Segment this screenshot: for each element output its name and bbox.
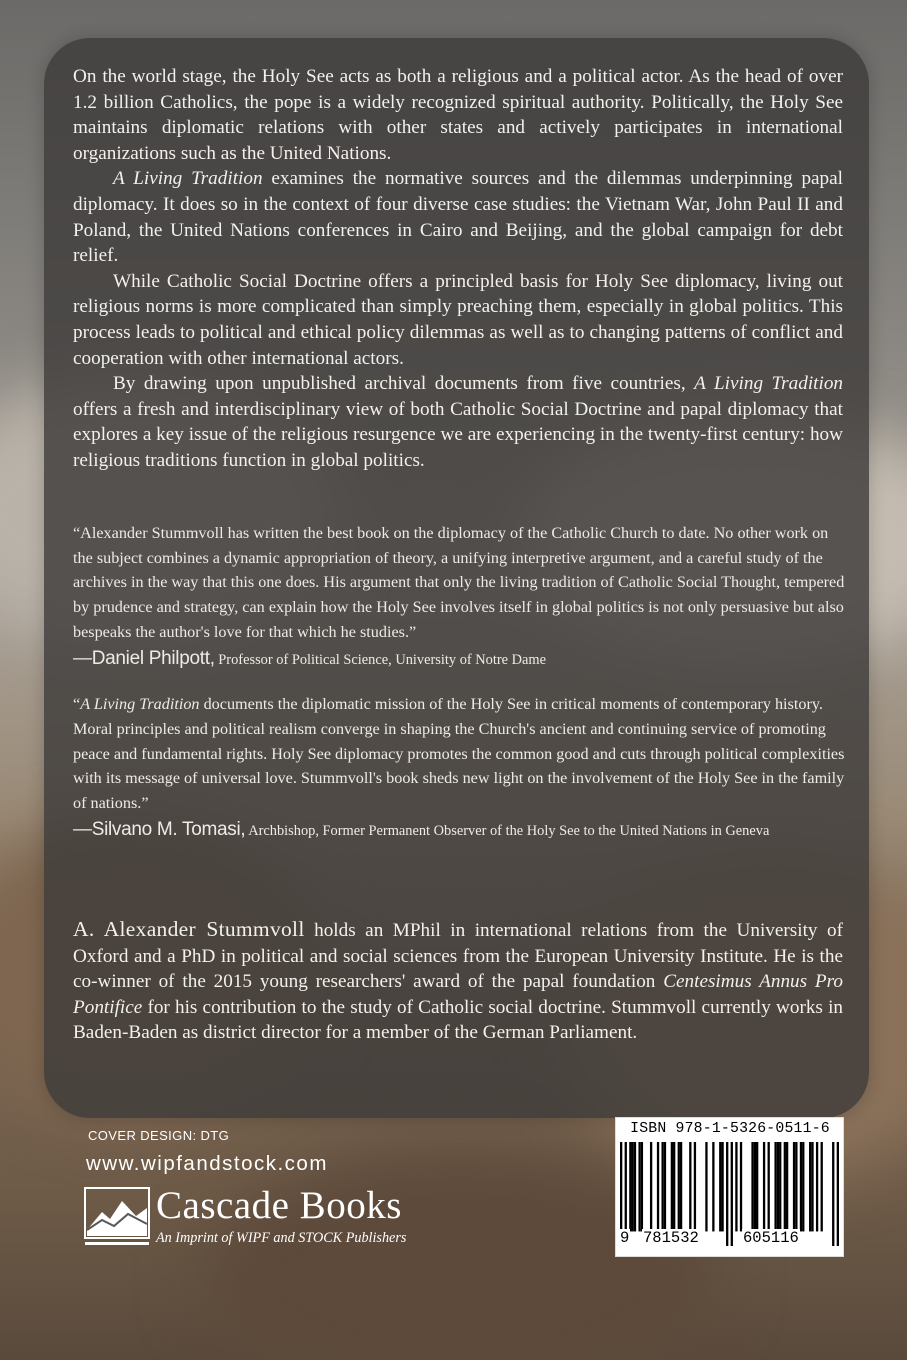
barcode-bar (811, 1142, 813, 1231)
barcode-bar (671, 1142, 673, 1231)
barcode-bar (793, 1142, 795, 1231)
barcode-bar (657, 1142, 659, 1231)
endorsement-quote: “A Living Tradition documents the diplomatic mission of the Holy See in critical moments of contemporary history. Moral principles and political realism converge in shaping the Church's ancient and continuing service of promoting peace and fundamental rights. Holy See diplomacy promotes the common good and cuts through political complexities with its message of universal love. Stummvoll's book sheds new light on the involvement of the Holy See in the family of nations.” (73, 695, 845, 813)
barcode-bar (638, 1142, 640, 1231)
barcode-bar (786, 1142, 788, 1231)
endorsement-attribution (73, 818, 845, 844)
barcode-bar (768, 1142, 770, 1231)
barcode-bar (678, 1142, 680, 1231)
barcode-bar (673, 1142, 675, 1231)
publisher-website[interactable]: www.wipfandstock.com (86, 1152, 328, 1175)
barcode-bar (779, 1142, 781, 1231)
author-name: A. Alexander Stummvoll (73, 917, 305, 941)
barcode-bar (641, 1142, 643, 1231)
barcode-bar (774, 1142, 776, 1231)
publisher-name: Cascade Books (156, 1184, 402, 1227)
barcode-bar (740, 1142, 742, 1231)
barcode-bar (629, 1142, 631, 1231)
description-paragraph-1: On the world stage, the Holy See acts as both a religious and a political actor. As the head of over 1.2 billion Catholics, the pope is a widely recognized spiritual authority. Politically, the Holy See maintains diplomatic relations with other states and actively participates in international organizations such as the United Nations. (73, 66, 843, 164)
barcode-bar (694, 1142, 696, 1231)
barcode-bar (809, 1142, 811, 1231)
barcode-bar (751, 1142, 753, 1231)
ean-first-digit: 9 (620, 1229, 630, 1247)
barcode-bar (756, 1142, 758, 1231)
description-paragraph-2: A Living Tradition examines the normative sources and the dilemmas underpinning papal diplomacy. It does so in the context of four diverse case studies: the Vietnam War, John Paul II and Poland, the United Nations conferences in Cairo and Beijing, and the global campaign for debt relief. (73, 168, 843, 267)
imprint-line: An Imprint of WIPF and STOCK Publishers (156, 1230, 407, 1246)
endorser-role: Archbishop, Former Permanent Observer of the Holy See to the United Nations in Geneva (245, 822, 770, 839)
barcode-bar (689, 1142, 691, 1231)
isbn-barcode (616, 1118, 843, 1256)
barcode-bar (795, 1142, 797, 1231)
barcode-bar (754, 1142, 756, 1231)
mountain-logo-icon (84, 1186, 150, 1250)
cover-design-credit: COVER DESIGN: DTG (88, 1128, 230, 1143)
barcode-bar (705, 1142, 707, 1231)
endorser-name: —Daniel Philpott, (73, 647, 215, 669)
barcode-bar (784, 1142, 786, 1231)
barcode-bar (712, 1142, 714, 1231)
barcode-bar (721, 1142, 723, 1231)
endorser-name: —Silvano M. Tomasi, (73, 818, 246, 840)
barcode-bar (632, 1142, 634, 1231)
barcode-bar (634, 1142, 636, 1231)
barcode-bar (821, 1142, 823, 1231)
barcode-bar (661, 1142, 663, 1231)
barcode-bar (735, 1142, 737, 1231)
barcode-bar (763, 1142, 765, 1231)
barcode-bar (777, 1142, 779, 1231)
barcode-bar (800, 1142, 802, 1231)
ean-right-digits: 605116 (743, 1229, 799, 1247)
endorsement-attribution (73, 647, 845, 673)
barcode-bar (664, 1142, 666, 1231)
book-title-italic: A Living Tradition (694, 373, 844, 395)
ean-digits (616, 1229, 843, 1251)
ean-left-digits: 781532 (643, 1229, 699, 1247)
book-title-italic: A Living Tradition (113, 168, 263, 190)
barcode-bar (680, 1142, 682, 1231)
endorsements (73, 521, 845, 843)
barcode-bar (816, 1142, 818, 1231)
publisher-logo (84, 1186, 474, 1256)
author-bio: A. Alexander Stummvoll holds an MPhil in international relations from the University of Oxford and a PhD in political and social sciences from the European University Institute. He is the co-winner of the 2015 young researchers' award of the papal foundation Centesimus Annus Pro Pontifice for his contribution to the study of Catholic social doctrine. Stummvoll currently works in Baden-Baden as district director for a member of the German Parliament. (73, 917, 843, 1044)
description-paragraph-3: While Catholic Social Doctrine offers a principled basis for Holy See diplomacy, living out religious norms is more complicated than simply preaching them, especially in global politics. This process leads to political and ethical policy dilemmas as well as to changing patterns of conflict and cooperation with other international actors. (73, 270, 843, 369)
barcode-bar (802, 1142, 804, 1231)
barcode-bar (650, 1142, 652, 1231)
foundation-name: Centesimus Annus Pro Pontifice (73, 971, 843, 1018)
endorsement-quote: “Alexander Stummvoll has written the best book on the diplomacy of the Catholic Church to date. No other work on the subject combines a dynamic appropriation of theory, a unifying interpretive argument, and a careful study of the archives in the way that this one does. His argument that only the living tradition of Catholic Social Thought, tempered by prudence and strategy, can explain how the Holy See involves itself in global politics is not only persuasive but also bespeaks the author's love for that which he studies.” (73, 524, 845, 641)
barcode-bar (719, 1142, 721, 1231)
isbn-label: ISBN 978-1-5326-0511-6 (630, 1121, 830, 1137)
description-paragraph-4: By drawing upon unpublished archival documents from five countries, A Living Tradition offers a fresh and interdisciplinary view of both Catholic Social Doctrine and papal diplomacy that explores a key issue of the religious resurgence we are experiencing in the twenty-first century: how religious traditions function in global politics. (73, 373, 844, 471)
endorser-role: Professor of Political Science, University of Notre Dame (214, 651, 547, 668)
book-description (73, 64, 843, 474)
